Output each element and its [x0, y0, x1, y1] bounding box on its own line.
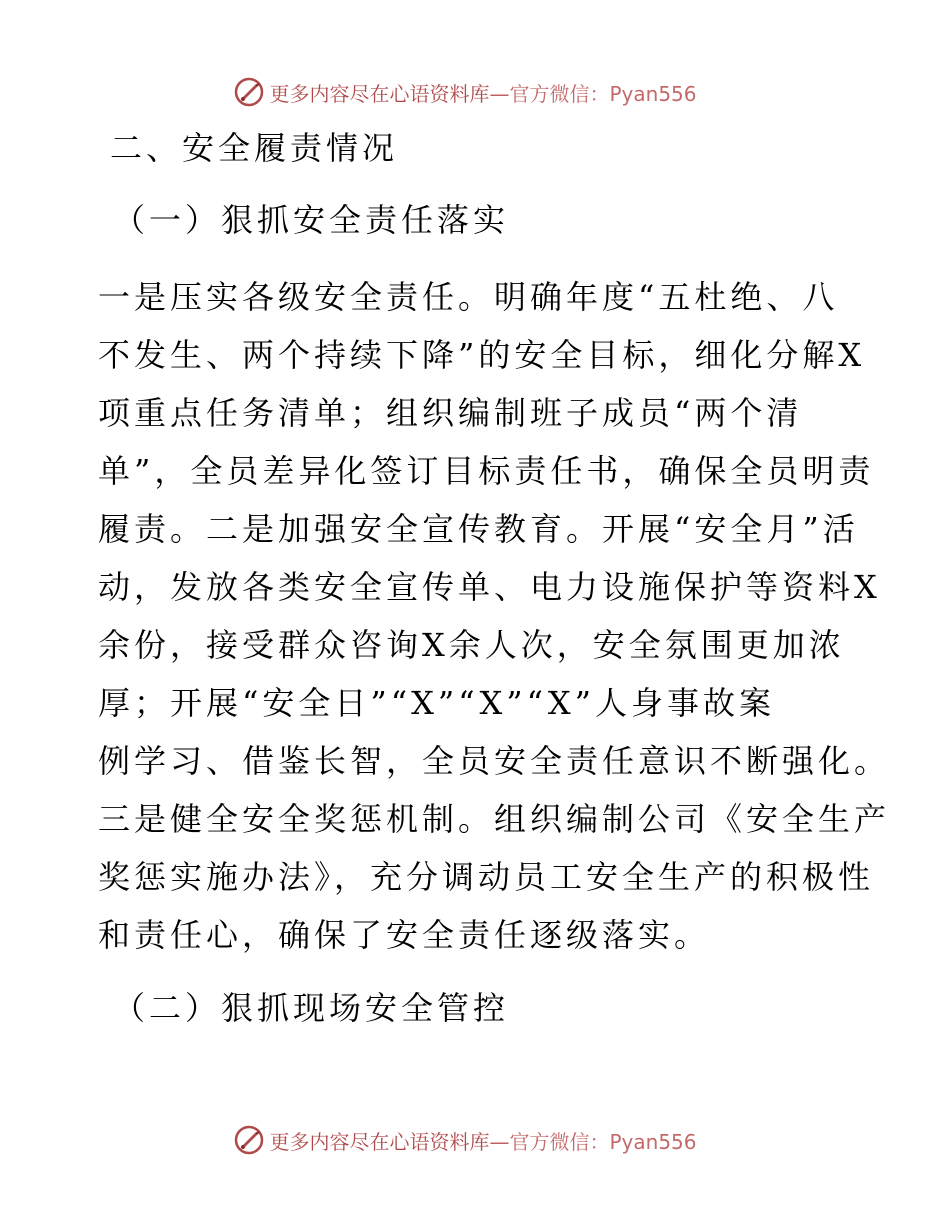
subsection-title-2: （二）狠抓现场安全管控	[113, 989, 510, 1027]
watermark-wechat-label: 官方微信：	[509, 1129, 610, 1154]
watermark-wechat-label: 官方微信：	[509, 81, 610, 106]
paragraph-line: 余份，接受群众咨询X余人次，安全氛围更加浓	[98, 626, 845, 664]
body-paragraph	[98, 268, 891, 964]
paragraph-line: 履责。二是加强安全宣传教育。开展“安全月”活	[98, 510, 859, 548]
watermark-text	[269, 1126, 696, 1155]
quill-logo-icon	[233, 1124, 265, 1156]
paragraph-line: 和责任心，确保了安全责任逐级落实。	[98, 916, 711, 954]
watermark-text	[269, 78, 696, 107]
paragraph-line: 不发生、两个持续下降”的安全目标，细化分解X	[98, 336, 866, 374]
paragraph-line: 单”，全员差异化签订目标责任书，确保全员明责	[98, 452, 875, 490]
paragraph-line: 一是压实各级安全责任。明确年度“五杜绝、八	[98, 278, 839, 316]
header-watermark	[0, 72, 950, 112]
quill-logo-icon	[233, 76, 265, 108]
watermark-dash: —	[489, 1129, 510, 1154]
watermark-wechat-id: Pyan556	[609, 1129, 697, 1154]
footer-watermark	[0, 1120, 950, 1160]
paragraph-line: 厚；开展“安全日”“X”“X”“X”人身事故案	[98, 684, 776, 722]
paragraph-line: 动，发放各类安全宣传单、电力设施保护等资料X	[98, 568, 881, 606]
paragraph-line: 例学习、借鉴长智，全员安全责任意识不断强化。	[98, 742, 891, 780]
subsection-title-1: （一）狠抓安全责任落实	[113, 201, 510, 239]
paragraph-line: 项重点任务清单；组织编制班子成员“两个清	[98, 394, 803, 432]
watermark-dash: —	[489, 81, 510, 106]
watermark-main-text: 更多内容尽在心语资料库	[269, 81, 490, 106]
watermark-wechat-id: Pyan556	[609, 81, 697, 106]
watermark-main-text: 更多内容尽在心语资料库	[269, 1129, 490, 1154]
paragraph-line: 三是健全安全奖惩机制。组织编制公司《安全生产	[98, 800, 891, 838]
paragraph-line: 奖惩实施办法》，充分调动员工安全生产的积极性	[98, 858, 875, 896]
section-title: 二、安全履责情况	[110, 129, 399, 167]
